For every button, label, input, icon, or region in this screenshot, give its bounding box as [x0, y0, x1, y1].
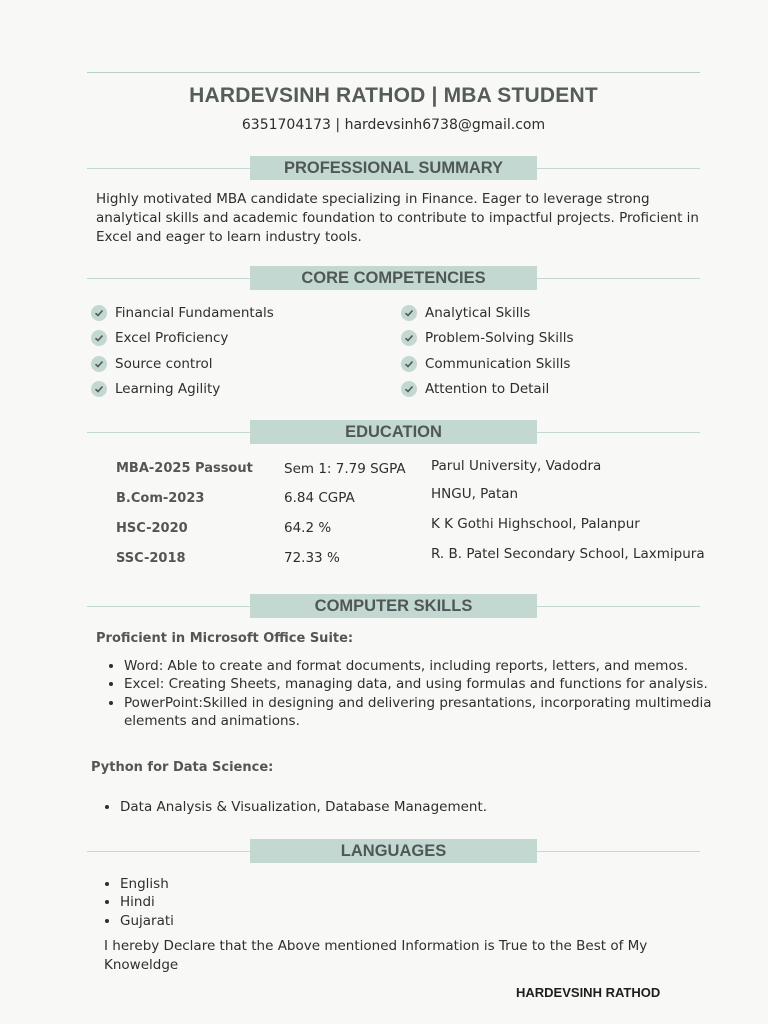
section-title-computer-skills: COMPUTER SKILLS [250, 594, 537, 618]
section-title-competencies: CORE COMPETENCIES [250, 266, 537, 290]
office-suite-label: Proficient in Microsoft Office Suite: [96, 631, 354, 646]
list-item: • English [120, 875, 420, 893]
list-item: • Word: Able to create and format documents, including reports, letters, and memos. [124, 657, 724, 675]
education-institution: R. B. Patel Secondary School, Laxmipura [431, 546, 705, 562]
education-degree: B.Com-2023 [116, 491, 205, 506]
competency-item: Learning Agility [91, 381, 220, 397]
contact-info: 6351704173 | hardevsinh6738@gmail.com [241, 117, 546, 133]
education-degree: MBA-2025 Passout [116, 461, 253, 476]
office-skills-list [104, 657, 724, 730]
education-score: 6.84 CGPA [284, 490, 355, 506]
education-institution: HNGU, Patan [431, 486, 519, 502]
check-icon [91, 330, 107, 346]
list-item: • Data Analysis & Visualization, Database Management. [120, 798, 720, 816]
section-title-languages: LANGUAGES [250, 839, 537, 863]
check-icon [401, 381, 417, 397]
check-icon [91, 381, 107, 397]
python-label: Python for Data Science: [91, 760, 274, 775]
education-score: 72.33 % [284, 550, 340, 566]
signature-name: HARDEVSINH RATHOD [516, 985, 661, 1000]
competency-item: Attention to Detail [401, 381, 549, 397]
section-title-education: EDUCATION [250, 420, 537, 444]
declaration-text: I hereby Declare that the Above mentioned Information is True to the Best of My Knoweldge [104, 938, 648, 973]
top-rule [87, 72, 700, 73]
summary-text: Highly motivated MBA candidate specializing in Finance. Eager to leverage strong analytical skills and academic foundation to contribute to impactful projects. Proficient in Excel and eager to learn industry tools. [96, 191, 699, 245]
education-institution: Parul University, Vadodra [431, 458, 602, 474]
list-item: • Excel: Creating Sheets, managing data, and using formulas and functions for analysis. [124, 675, 724, 693]
list-item: • PowerPoint:Skilled in designing and delivering presantations, incorporating multimedia elements and animations. [124, 694, 724, 731]
check-icon [401, 305, 417, 321]
competency-item: Source control [91, 356, 212, 372]
check-icon [91, 305, 107, 321]
page-title: HARDEVSINH RATHOD | MBA STUDENT [189, 84, 598, 107]
languages-list [100, 875, 420, 930]
check-icon [91, 356, 107, 372]
competency-item: Communication Skills [401, 356, 570, 372]
python-skills-list [100, 798, 720, 816]
check-icon [401, 356, 417, 372]
list-item: • Hindi [120, 893, 420, 911]
competency-item: Analytical Skills [401, 305, 530, 321]
check-icon [401, 330, 417, 346]
education-institution: K K Gothi Highschool, Palanpur [431, 516, 640, 532]
education-score: Sem 1: 7.79 SGPA [284, 461, 406, 477]
education-score: 64.2 % [284, 520, 332, 536]
list-item: • Gujarati [120, 912, 420, 930]
education-degree: SSC-2018 [116, 551, 186, 566]
education-degree: HSC-2020 [116, 521, 188, 536]
section-title-summary: PROFESSIONAL SUMMARY [250, 156, 537, 180]
competency-item: Problem-Solving Skills [401, 330, 573, 346]
competency-item: Excel Proficiency [91, 330, 228, 346]
competency-item: Financial Fundamentals [91, 305, 274, 321]
